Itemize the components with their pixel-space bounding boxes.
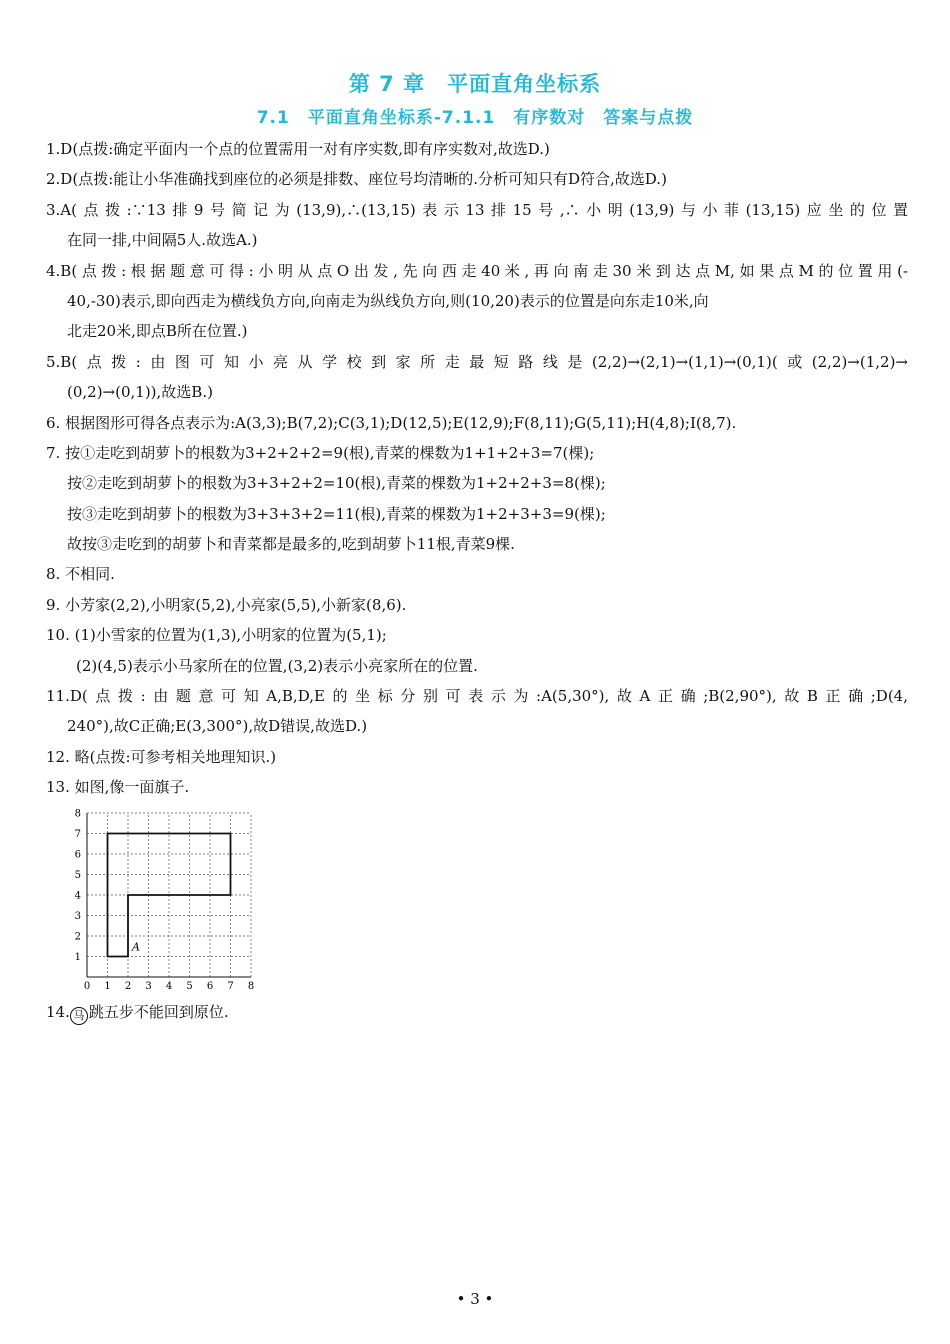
answer-7: 7. 按①走吃到胡萝卜的根数为3+2+2+2=9(根),青菜的棵数为1+1+2+3=7(棵); bbox=[46, 443, 595, 462]
answer-14 bbox=[46, 997, 229, 1027]
y-tick-label: 4 bbox=[74, 890, 81, 902]
page-number: • 3 • bbox=[456, 1290, 494, 1308]
answer-7-route2: 按②走吃到胡萝卜的根数为3+3+2+2=10(根),青菜的棵数为1+2+2+3=8(棵); bbox=[67, 474, 606, 493]
answer-11: 11.D(点拨:由题意可知A,B,D,E的坐标分别可表示为:A(5,30°),故A正确;B(2,90°),故B正确;D(4, bbox=[46, 687, 908, 706]
x-tick-label: 4 bbox=[165, 981, 173, 992]
x-tick-label: 1 bbox=[104, 981, 111, 992]
answer-10-part2: (2)(4,5)表示小马家所在的位置,(3,2)表示小亮家所在的位置. bbox=[76, 656, 478, 675]
chapter-title: 第 7 章 平面直角坐标系 bbox=[348, 72, 602, 96]
x-tick-label: 6 bbox=[206, 981, 214, 992]
answer-8: 8. 不相同. bbox=[46, 565, 115, 584]
answer-11-cont: 240°),故C正确;E(3,300°),故D错误,故选D.) bbox=[67, 717, 368, 736]
x-tick-label: 0 bbox=[83, 981, 91, 992]
x-tick-label: 2 bbox=[124, 981, 132, 992]
flag-grid-figure bbox=[60, 800, 270, 995]
y-tick-label: 3 bbox=[74, 911, 81, 922]
answer-9: 9. 小芳家(2,2),小明家(5,2),小亮家(5,5),小新家(8,6). bbox=[46, 595, 407, 614]
answer-10: 10. (1)小雪家的位置为(1,3),小明家的位置为(5,1); bbox=[46, 626, 387, 645]
flag-grid-svg bbox=[60, 800, 270, 995]
answer-5-cont: (0,2)→(0,1)),故选B.) bbox=[67, 383, 213, 402]
answer-4: 4.B(点拨:根据题意可得:小明从点O出发,先向西走40米,再向南走30米到达点M,如果点M的位置用(- bbox=[46, 261, 908, 280]
point-label-a: A bbox=[132, 940, 140, 954]
answer-7-route3: 按③走吃到胡萝卜的根数为3+3+3+2=11(根),青菜的棵数为1+2+3+3=9(棵); bbox=[67, 504, 606, 523]
answer-3-cont: 在同一排,中间隔5人.故选A.) bbox=[67, 231, 258, 250]
horse-glyph: 马 bbox=[70, 1007, 88, 1025]
x-tick-label: 5 bbox=[186, 981, 193, 992]
y-tick-label: 8 bbox=[74, 808, 81, 820]
x-tick-label: 7 bbox=[227, 981, 234, 992]
x-tick-label: 8 bbox=[247, 981, 255, 992]
answer-1: 1.D(点拨:确定平面内一个点的位置需用一对有序实数,即有序实数对,故选D.) bbox=[46, 140, 550, 158]
section-title: 7.1 平面直角坐标系-7.1.1 有序数对 答案与点拨 bbox=[256, 108, 694, 128]
y-tick-label: 2 bbox=[74, 931, 81, 943]
answer-7-conclusion: 故按③走吃到的胡萝卜和青菜都是最多的,吃到胡萝卜11根,青菜9棵. bbox=[67, 535, 515, 554]
answer-14-text: 跳五步不能回到原位. bbox=[88, 1003, 229, 1021]
answer-12: 12. 略(点拨:可参考相关地理知识.) bbox=[46, 747, 277, 766]
y-tick-label: 7 bbox=[74, 829, 81, 840]
answer-list bbox=[46, 134, 908, 803]
answer-5: 5.B(点拨:由图可知小亮从学校到家所走最短路线是(2,2)→(2,1)→(1,1)→(0,1)(或(2,2)→(1,2)→ bbox=[46, 352, 908, 371]
y-tick-label: 6 bbox=[74, 849, 81, 861]
y-tick-label: 5 bbox=[74, 870, 81, 881]
answer-14-number: 14. bbox=[46, 1003, 70, 1021]
answer-4-cont2: 北走20米,即点B所在位置.) bbox=[67, 322, 248, 341]
answer-2: 2.D(点拨:能让小华准确找到座位的必须是排数、座位号均清晰的.分析可知只有D符合,故选D.) bbox=[46, 170, 667, 189]
y-tick-label: 1 bbox=[74, 952, 81, 963]
answer-4-cont: 40,-30)表示,即向西走为横线负方向,向南走为纵线负方向,则(10,20)表示的位置是向东走10米,向 bbox=[67, 291, 709, 310]
answer-3: 3.A(点拨:∵13排9号简记为(13,9),∴(13,15)表示13排15号,∴小明(13,9)与小菲(13,15)应坐的位置 bbox=[46, 200, 908, 219]
x-tick-label: 3 bbox=[145, 981, 152, 992]
answer-6: 6. 根据图形可得各点表示为:A(3,3);B(7,2);C(3,1);D(12,5);E(12,9);F(8,11);G(5,11);H(4,8);I(8,7). bbox=[46, 413, 737, 432]
answer-13: 13. 如图,像一面旗子. bbox=[46, 778, 190, 797]
